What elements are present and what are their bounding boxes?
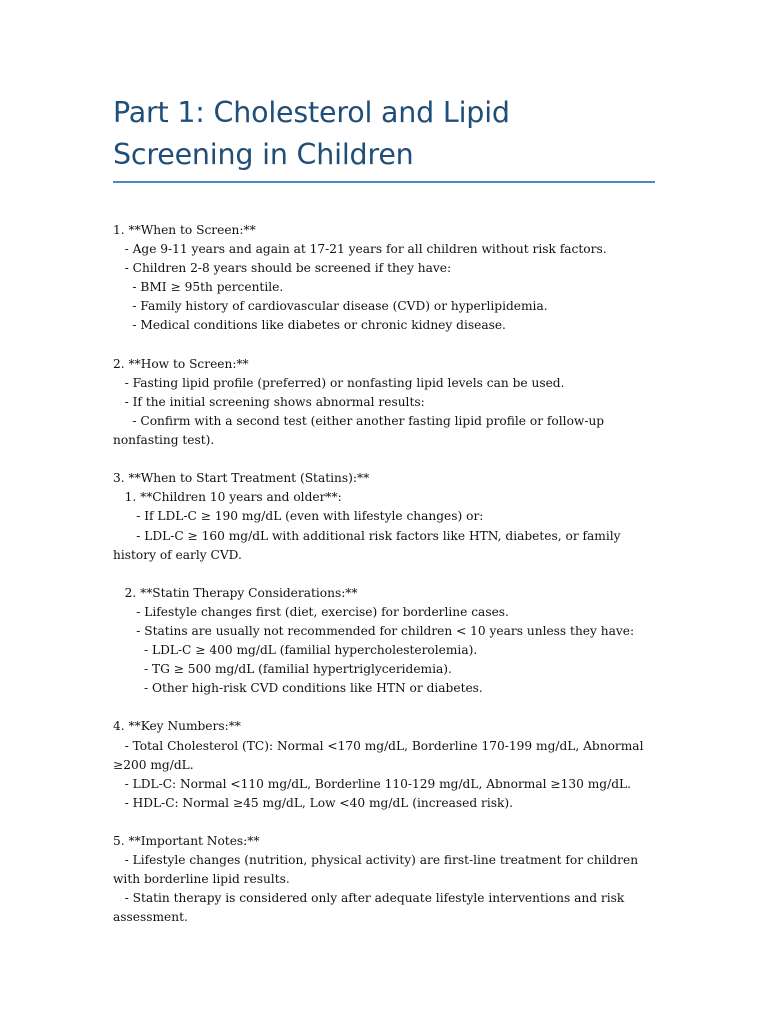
section-heading: 4. **Key Numbers:** bbox=[113, 719, 241, 734]
paragraph-gap bbox=[113, 565, 655, 584]
list-item: - TG ≥ 500 mg/dL (familial hypertriglyceridemia). bbox=[113, 662, 452, 677]
section-start-treatment bbox=[113, 469, 655, 564]
list-item: - LDL-C ≥ 160 mg/dL with additional risk factors like HTN, diabetes, or family history of early CVD. bbox=[113, 528, 625, 562]
section-how-to-screen bbox=[113, 355, 655, 450]
list-item: - Other high-risk CVD conditions like HTN or diabetes. bbox=[113, 681, 483, 696]
section-heading: 5. **Important Notes:** bbox=[113, 834, 260, 848]
list-item: - BMI ≥ 95th percentile. bbox=[113, 280, 284, 295]
list-item: - Statins are usually not recommended for children < 10 years unless they have: bbox=[113, 623, 635, 638]
paragraph-gap bbox=[113, 813, 655, 832]
section-heading: 2. **How to Screen:** bbox=[113, 356, 249, 371]
list-item: - If LDL-C ≥ 190 mg/dL (even with lifestyle changes) or: bbox=[113, 509, 484, 524]
title-underline bbox=[113, 181, 655, 183]
list-item: - Children 2-8 years should be screened if they have: bbox=[113, 261, 452, 276]
list-item: - LDL-C ≥ 400 mg/dL (familial hypercholesterolemia). bbox=[113, 643, 478, 658]
document-body bbox=[113, 221, 655, 927]
list-item: - If the initial screening shows abnormal results: bbox=[113, 394, 425, 409]
section-heading: 3. **When to Start Treatment (Statins):** bbox=[113, 471, 370, 486]
list-item: - Total Cholesterol (TC): Normal <170 mg/dL, Borderline 170-199 mg/dL, Abnormal ≥200 mg/dL. bbox=[113, 738, 648, 772]
list-item: - Lifestyle changes first (diet, exercise) for borderline cases. bbox=[113, 604, 509, 619]
list-item: - LDL-C: Normal <110 mg/dL, Borderline 110-129 mg/dL, Abnormal ≥130 mg/dL. bbox=[113, 776, 631, 791]
list-item: - HDL-C: Normal ≥45 mg/dL, Low <40 mg/dL (increased risk). bbox=[113, 795, 513, 810]
paragraph-gap bbox=[113, 698, 655, 717]
paragraph-gap bbox=[113, 450, 655, 469]
section-important-notes bbox=[113, 832, 655, 927]
list-item: - Family history of cardiovascular disease (CVD) or hyperlipidemia. bbox=[113, 299, 548, 314]
page-title: Part 1: Cholesterol and Lipid Screening in Children bbox=[113, 96, 510, 171]
list-item: 1. **Children 10 years and older**: bbox=[113, 490, 342, 505]
section-statin-considerations bbox=[113, 584, 655, 699]
list-item: - Lifestyle changes (nutrition, physical activity) are first-line treatment for children with borderline lipid results. bbox=[113, 853, 642, 887]
paragraph-gap bbox=[113, 336, 655, 355]
section-when-to-screen bbox=[113, 221, 655, 336]
document-page bbox=[113, 92, 655, 927]
section-heading: 1. **When to Screen:** bbox=[113, 223, 256, 237]
list-item: - Fasting lipid profile (preferred) or nonfasting lipid levels can be used. bbox=[113, 375, 565, 390]
section-key-numbers bbox=[113, 717, 655, 812]
list-item: - Confirm with a second test (either another fasting lipid profile or follow-up nonfasting test). bbox=[113, 413, 608, 448]
list-item: - Statin therapy is considered only after adequate lifestyle interventions and risk assessment. bbox=[113, 891, 629, 925]
section-heading: 2. **Statin Therapy Considerations:** bbox=[113, 585, 358, 600]
list-item: - Medical conditions like diabetes or chronic kidney disease. bbox=[113, 318, 506, 333]
list-item: - Age 9-11 years and again at 17-21 years for all children without risk factors. bbox=[113, 242, 607, 257]
